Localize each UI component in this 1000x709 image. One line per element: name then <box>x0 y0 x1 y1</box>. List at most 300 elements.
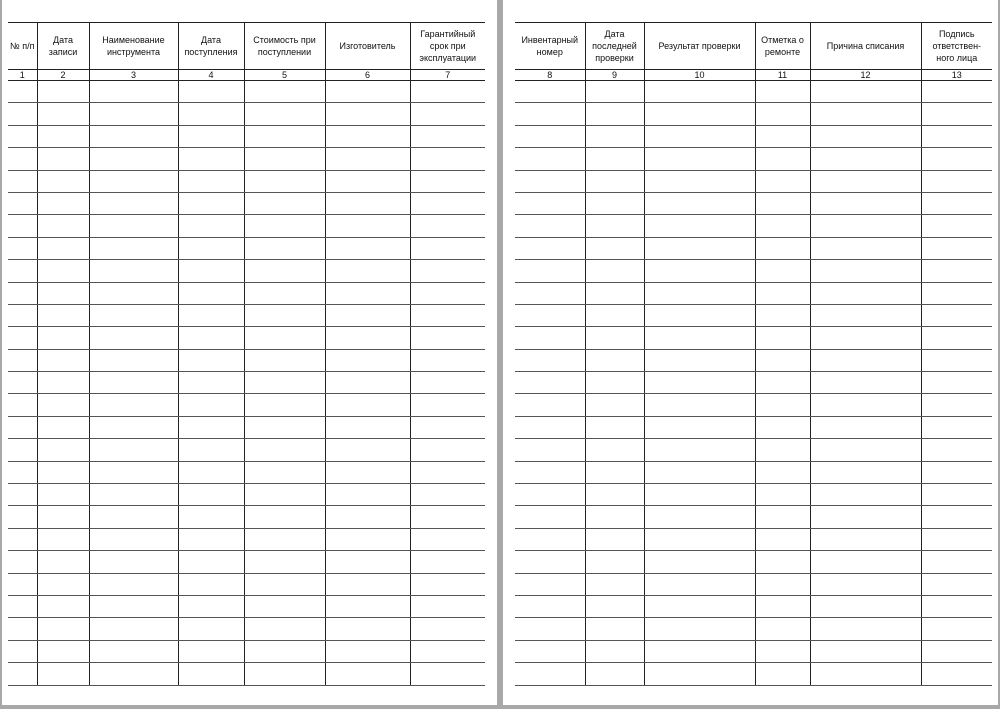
table-cell <box>921 618 992 640</box>
col-number: 3 <box>89 70 178 81</box>
table-cell <box>37 81 89 103</box>
table-row <box>515 573 992 595</box>
table-cell <box>8 125 37 147</box>
left-ledger-table <box>8 22 485 686</box>
table-cell <box>8 349 37 371</box>
table-cell <box>515 506 585 528</box>
table-cell <box>244 663 325 685</box>
table-cell <box>410 640 485 662</box>
table-row <box>515 81 992 103</box>
table-cell <box>37 349 89 371</box>
table-cell <box>810 416 921 438</box>
table-cell <box>244 640 325 662</box>
table-cell <box>810 528 921 550</box>
table-cell <box>755 349 810 371</box>
table-cell <box>515 349 585 371</box>
table-cell <box>37 484 89 506</box>
table-cell <box>37 304 89 326</box>
table-cell <box>37 148 89 170</box>
table-cell <box>410 484 485 506</box>
table-cell <box>810 573 921 595</box>
table-cell <box>585 416 644 438</box>
table-cell <box>755 148 810 170</box>
table-cell <box>755 484 810 506</box>
right-header-row <box>515 23 992 70</box>
table-cell <box>810 282 921 304</box>
table-cell <box>8 595 37 617</box>
col-number: 6 <box>325 70 410 81</box>
table-cell <box>244 506 325 528</box>
table-cell <box>585 394 644 416</box>
table-cell <box>755 640 810 662</box>
table-cell <box>244 394 325 416</box>
table-cell <box>644 304 755 326</box>
table-cell <box>410 663 485 685</box>
table-cell <box>921 237 992 259</box>
table-cell <box>8 640 37 662</box>
table-cell <box>515 461 585 483</box>
table-cell <box>644 573 755 595</box>
table-row <box>515 416 992 438</box>
table-cell <box>921 573 992 595</box>
table-cell <box>810 640 921 662</box>
table-cell <box>755 282 810 304</box>
table-cell <box>89 192 178 214</box>
table-row <box>515 618 992 640</box>
table-cell <box>810 103 921 125</box>
table-cell <box>644 595 755 617</box>
table-cell <box>810 349 921 371</box>
table-cell <box>921 595 992 617</box>
table-cell <box>325 416 410 438</box>
table-cell <box>325 663 410 685</box>
table-cell <box>178 663 244 685</box>
table-cell <box>325 103 410 125</box>
table-cell <box>644 237 755 259</box>
table-cell <box>921 372 992 394</box>
table-cell <box>921 663 992 685</box>
table-cell <box>89 215 178 237</box>
table-cell <box>410 528 485 550</box>
table-cell <box>810 506 921 528</box>
table-cell <box>755 304 810 326</box>
table-cell <box>515 125 585 147</box>
table-cell <box>585 192 644 214</box>
table-cell <box>515 170 585 192</box>
table-cell <box>244 349 325 371</box>
table-cell <box>515 663 585 685</box>
table-cell <box>178 103 244 125</box>
table-cell <box>178 215 244 237</box>
table-cell <box>921 215 992 237</box>
table-cell <box>178 394 244 416</box>
table-cell <box>89 394 178 416</box>
table-cell <box>89 461 178 483</box>
table-cell <box>178 439 244 461</box>
table-row <box>515 372 992 394</box>
table-row <box>8 237 485 259</box>
table-cell <box>244 282 325 304</box>
table-cell <box>325 394 410 416</box>
table-cell <box>37 394 89 416</box>
table-cell <box>89 528 178 550</box>
table-cell <box>515 81 585 103</box>
table-cell <box>810 461 921 483</box>
table-cell <box>515 103 585 125</box>
table-cell <box>644 372 755 394</box>
table-cell <box>244 148 325 170</box>
table-cell <box>89 416 178 438</box>
table-cell <box>244 439 325 461</box>
table-cell <box>921 551 992 573</box>
table-cell <box>810 81 921 103</box>
table-cell <box>325 439 410 461</box>
table-cell <box>644 192 755 214</box>
table-row <box>8 394 485 416</box>
table-row <box>8 640 485 662</box>
table-cell <box>178 304 244 326</box>
table-cell <box>921 125 992 147</box>
table-row <box>515 237 992 259</box>
table-cell <box>178 506 244 528</box>
table-cell <box>89 663 178 685</box>
table-cell <box>585 237 644 259</box>
col-number: 9 <box>585 70 644 81</box>
table-cell <box>515 282 585 304</box>
table-cell <box>244 484 325 506</box>
table-cell <box>325 640 410 662</box>
table-row <box>8 170 485 192</box>
table-cell <box>244 551 325 573</box>
table-cell <box>89 618 178 640</box>
table-cell <box>410 618 485 640</box>
col-header: Инвентарный номер <box>515 23 585 70</box>
table-cell <box>921 192 992 214</box>
table-row <box>8 192 485 214</box>
table-cell <box>178 170 244 192</box>
table-cell <box>810 327 921 349</box>
table-row <box>515 528 992 550</box>
table-row <box>8 618 485 640</box>
right-number-row <box>515 70 992 81</box>
table-row <box>515 215 992 237</box>
table-cell <box>89 148 178 170</box>
table-cell <box>515 528 585 550</box>
table-cell <box>755 595 810 617</box>
table-cell <box>178 595 244 617</box>
table-cell <box>8 551 37 573</box>
table-cell <box>89 349 178 371</box>
table-row <box>515 192 992 214</box>
table-row <box>8 439 485 461</box>
table-row <box>515 349 992 371</box>
table-cell <box>178 81 244 103</box>
table-cell <box>810 215 921 237</box>
table-cell <box>755 663 810 685</box>
col-number: 11 <box>755 70 810 81</box>
table-cell <box>410 148 485 170</box>
table-cell <box>89 103 178 125</box>
col-number: 8 <box>515 70 585 81</box>
table-cell <box>755 81 810 103</box>
table-row <box>8 260 485 282</box>
table-cell <box>244 215 325 237</box>
table-cell <box>644 170 755 192</box>
table-cell <box>410 461 485 483</box>
table-row <box>515 304 992 326</box>
table-row <box>8 349 485 371</box>
table-cell <box>644 618 755 640</box>
table-cell <box>325 260 410 282</box>
table-cell <box>37 125 89 147</box>
table-cell <box>410 439 485 461</box>
table-cell <box>921 170 992 192</box>
table-cell <box>755 260 810 282</box>
table-cell <box>644 461 755 483</box>
table-cell <box>810 663 921 685</box>
table-cell <box>755 394 810 416</box>
table-cell <box>8 282 37 304</box>
table-cell <box>515 372 585 394</box>
table-cell <box>585 663 644 685</box>
table-row <box>515 439 992 461</box>
table-cell <box>755 618 810 640</box>
table-cell <box>585 304 644 326</box>
table-cell <box>89 372 178 394</box>
table-cell <box>585 461 644 483</box>
table-cell <box>585 640 644 662</box>
table-cell <box>8 103 37 125</box>
table-row <box>515 125 992 147</box>
table-cell <box>325 304 410 326</box>
col-header: Подпись ответствен-ного лица <box>921 23 992 70</box>
table-cell <box>410 372 485 394</box>
table-row <box>8 304 485 326</box>
table-cell <box>37 372 89 394</box>
table-cell <box>89 551 178 573</box>
table-cell <box>644 349 755 371</box>
table-cell <box>37 461 89 483</box>
col-header: Причина списания <box>810 23 921 70</box>
table-cell <box>325 573 410 595</box>
table-row <box>8 215 485 237</box>
col-header: Наименование инструмента <box>89 23 178 70</box>
table-cell <box>755 170 810 192</box>
table-cell <box>178 125 244 147</box>
table-cell <box>37 327 89 349</box>
table-cell <box>921 484 992 506</box>
table-cell <box>325 618 410 640</box>
table-cell <box>755 573 810 595</box>
table-cell <box>37 573 89 595</box>
table-cell <box>410 416 485 438</box>
table-cell <box>515 439 585 461</box>
table-cell <box>8 573 37 595</box>
table-cell <box>325 372 410 394</box>
table-cell <box>515 394 585 416</box>
table-cell <box>755 416 810 438</box>
table-cell <box>644 416 755 438</box>
table-cell <box>515 484 585 506</box>
table-cell <box>755 125 810 147</box>
table-cell <box>585 260 644 282</box>
table-row <box>515 663 992 685</box>
table-cell <box>515 215 585 237</box>
table-cell <box>585 551 644 573</box>
table-cell <box>644 484 755 506</box>
table-row <box>515 551 992 573</box>
table-cell <box>8 237 37 259</box>
table-row <box>515 327 992 349</box>
col-header: Изготовитель <box>325 23 410 70</box>
table-cell <box>325 327 410 349</box>
table-cell <box>89 125 178 147</box>
table-cell <box>89 260 178 282</box>
table-cell <box>8 260 37 282</box>
table-cell <box>921 260 992 282</box>
table-cell <box>410 170 485 192</box>
table-cell <box>37 170 89 192</box>
table-cell <box>8 170 37 192</box>
table-row <box>515 640 992 662</box>
table-cell <box>244 416 325 438</box>
table-cell <box>755 103 810 125</box>
table-cell <box>244 237 325 259</box>
table-cell <box>8 439 37 461</box>
table-row <box>8 103 485 125</box>
col-number: 7 <box>410 70 485 81</box>
table-cell <box>921 394 992 416</box>
table-row <box>515 282 992 304</box>
table-cell <box>325 148 410 170</box>
col-header: Дата записи <box>37 23 89 70</box>
left-header-row <box>8 23 485 70</box>
table-cell <box>810 372 921 394</box>
table-row <box>8 506 485 528</box>
table-cell <box>89 573 178 595</box>
table-cell <box>244 81 325 103</box>
col-number: 1 <box>8 70 37 81</box>
table-cell <box>37 237 89 259</box>
table-cell <box>244 170 325 192</box>
table-cell <box>810 304 921 326</box>
table-cell <box>644 282 755 304</box>
table-cell <box>515 237 585 259</box>
table-cell <box>585 215 644 237</box>
table-cell <box>921 461 992 483</box>
table-cell <box>410 215 485 237</box>
table-cell <box>244 304 325 326</box>
table-cell <box>37 595 89 617</box>
table-cell <box>410 304 485 326</box>
table-cell <box>89 304 178 326</box>
table-cell <box>410 394 485 416</box>
col-number: 10 <box>644 70 755 81</box>
table-cell <box>8 81 37 103</box>
table-row <box>515 461 992 483</box>
table-cell <box>585 81 644 103</box>
table-cell <box>644 506 755 528</box>
table-cell <box>325 349 410 371</box>
table-cell <box>410 260 485 282</box>
table-cell <box>8 663 37 685</box>
table-cell <box>585 103 644 125</box>
table-cell <box>244 372 325 394</box>
table-cell <box>178 528 244 550</box>
table-cell <box>178 484 244 506</box>
table-cell <box>515 260 585 282</box>
table-cell <box>410 551 485 573</box>
table-cell <box>755 528 810 550</box>
col-number: 13 <box>921 70 992 81</box>
table-row <box>8 461 485 483</box>
table-cell <box>585 484 644 506</box>
table-cell <box>89 170 178 192</box>
table-cell <box>410 237 485 259</box>
table-cell <box>8 215 37 237</box>
table-cell <box>921 640 992 662</box>
col-header: Стоимость при поступлении <box>244 23 325 70</box>
table-cell <box>921 528 992 550</box>
table-cell <box>644 260 755 282</box>
table-cell <box>244 573 325 595</box>
table-row <box>8 372 485 394</box>
table-cell <box>515 327 585 349</box>
table-cell <box>244 125 325 147</box>
table-cell <box>515 640 585 662</box>
table-cell <box>37 439 89 461</box>
right-ledger-body <box>515 81 992 686</box>
table-cell <box>585 595 644 617</box>
table-cell <box>8 304 37 326</box>
table-cell <box>410 573 485 595</box>
col-header: Отметка о ремонте <box>755 23 810 70</box>
table-cell <box>410 125 485 147</box>
table-cell <box>325 215 410 237</box>
table-cell <box>37 192 89 214</box>
table-row <box>8 528 485 550</box>
table-cell <box>755 439 810 461</box>
table-cell <box>810 148 921 170</box>
table-cell <box>178 461 244 483</box>
table-cell <box>755 506 810 528</box>
table-cell <box>244 192 325 214</box>
table-cell <box>178 192 244 214</box>
table-cell <box>755 237 810 259</box>
table-cell <box>810 439 921 461</box>
table-row <box>8 484 485 506</box>
left-ledger-body <box>8 81 485 686</box>
table-row <box>515 484 992 506</box>
table-cell <box>325 484 410 506</box>
table-cell <box>644 148 755 170</box>
table-cell <box>89 81 178 103</box>
table-cell <box>515 573 585 595</box>
table-cell <box>515 304 585 326</box>
left-page <box>2 0 497 705</box>
table-cell <box>921 304 992 326</box>
table-cell <box>89 484 178 506</box>
table-cell <box>178 260 244 282</box>
table-cell <box>515 416 585 438</box>
table-cell <box>178 237 244 259</box>
table-row <box>515 260 992 282</box>
table-cell <box>89 237 178 259</box>
table-cell <box>8 506 37 528</box>
table-cell <box>755 551 810 573</box>
table-cell <box>244 260 325 282</box>
table-cell <box>325 506 410 528</box>
